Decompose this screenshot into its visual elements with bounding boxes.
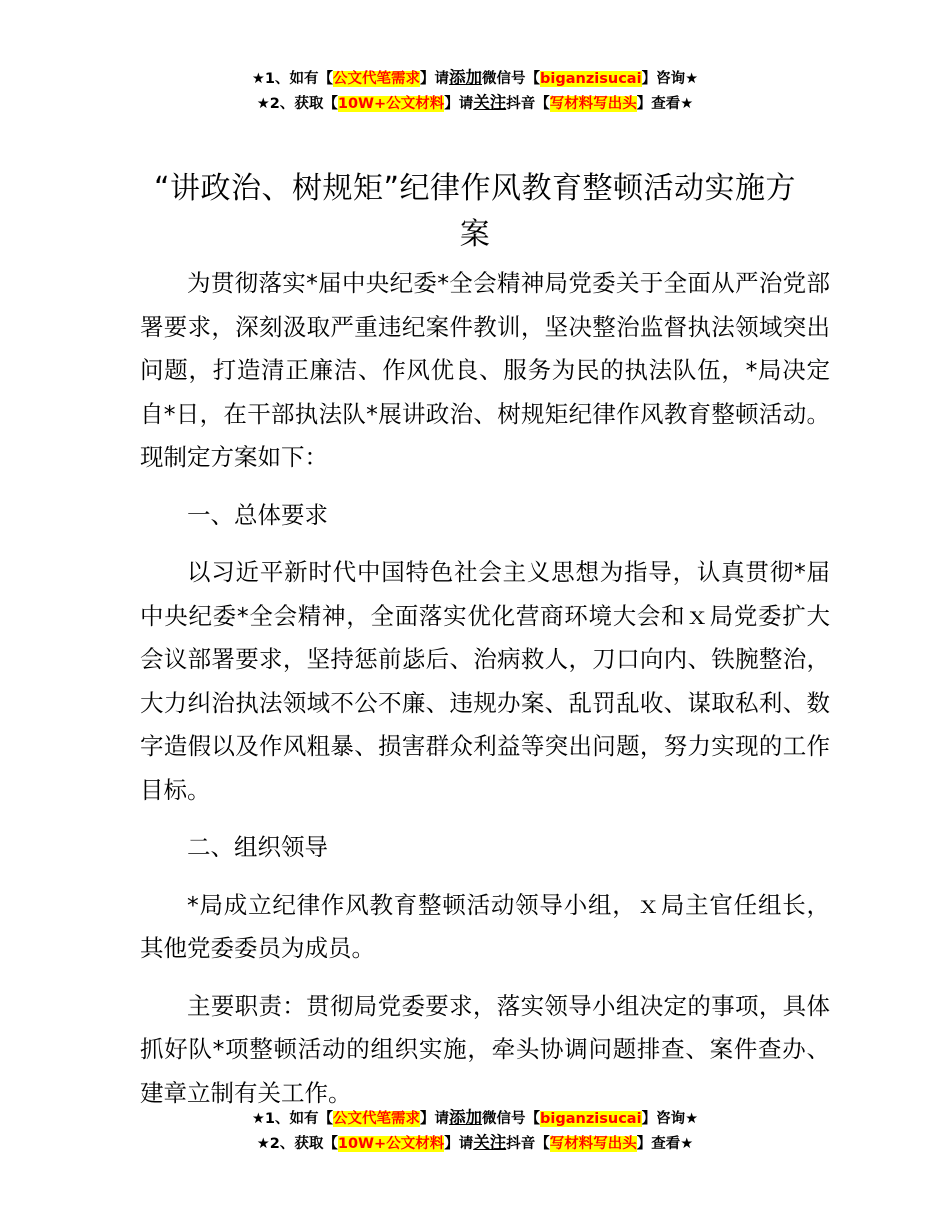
highlight-wechat-id: biganzisucai bbox=[540, 71, 642, 87]
highlight-account: 写材料写出头 bbox=[549, 1136, 637, 1152]
banner-text: 】查看★ bbox=[636, 96, 694, 112]
banner-text: ★2、获取 bbox=[256, 1136, 324, 1152]
document-title: “讲政治、树规矩”纪律作风教育整顿活动实施方案 bbox=[153, 171, 797, 252]
intro-paragraph: 为贯彻落实*届中央纪委*全会精神局党委关于全面从严治党部署要求，深刻汲取严重违纪案件教训，坚决整治监督执法领域突出问题，打造清正廉洁、作风优良、服务为民的执法队伍，*局决定自*日，在干部执法队*展讲政治、树规矩纪律作风教育整顿活动。现制定方案如下： bbox=[140, 269, 830, 471]
bracket: 【 bbox=[323, 96, 338, 112]
bracket: 【 bbox=[535, 1136, 550, 1152]
banner-text: 微信号 bbox=[482, 71, 526, 87]
bracket: 】请 bbox=[420, 1111, 450, 1127]
banner-text: 】咨询★ bbox=[641, 71, 699, 87]
banner-text: 】查看★ bbox=[636, 1136, 694, 1152]
banner-line-1 bbox=[0, 1106, 950, 1131]
emphasis-add: 添加 bbox=[449, 68, 483, 87]
header-banner bbox=[0, 66, 950, 116]
bracket: 【 bbox=[525, 71, 541, 87]
banner-line-2 bbox=[0, 91, 950, 116]
general-requirements-paragraph: 以习近平新时代中国特色社会主义思想为指导，认真贯彻*届中央纪委*全会精神，全面落实优化营商环境大会和ｘ局党委扩大会议部署要求，坚持惩前毖后、治病救人，刀口向内、铁腕整治，大力纠治执法领域不公不廉、违规办案、乱罚乱收、谋取私利、数字造假以及作风粗暴、损害群众利益等突出问题，努力实现的工作目标。 bbox=[140, 558, 830, 804]
bracket: 】请 bbox=[444, 96, 474, 112]
organization-paragraph: *局成立纪律作风教育整顿活动领导小组，ｘ局主官任组长，其他党委委员为成员。 bbox=[140, 890, 830, 962]
bracket: 【 bbox=[323, 1136, 338, 1152]
banner-text: ★1、如有 bbox=[251, 1111, 319, 1127]
emphasis-add: 添加 bbox=[449, 1108, 483, 1127]
bracket: 】请 bbox=[420, 71, 450, 87]
highlight-wechat-id: biganzisucai bbox=[540, 1111, 642, 1127]
section-heading-organization: 二、组织领导 bbox=[187, 833, 328, 861]
bracket: 【 bbox=[535, 96, 550, 112]
emphasis-follow: 关注 bbox=[473, 93, 507, 112]
banner-text: 微信号 bbox=[482, 1111, 526, 1127]
highlight-ghostwriting: 公文代笔需求 bbox=[333, 1111, 421, 1127]
banner-text: 抖音 bbox=[506, 96, 536, 112]
highlight-materials: 10W+公文材料 bbox=[337, 1136, 445, 1152]
emphasis-follow: 关注 bbox=[473, 1133, 507, 1152]
highlight-materials: 10W+公文材料 bbox=[337, 96, 445, 112]
document-body bbox=[140, 262, 830, 1129]
bracket: 【 bbox=[318, 71, 334, 87]
bracket: 【 bbox=[525, 1111, 541, 1127]
footer-banner bbox=[0, 1106, 950, 1156]
section-heading-general-requirements: 一、总体要求 bbox=[187, 500, 328, 529]
banner-text: 】咨询★ bbox=[641, 1111, 699, 1127]
banner-text: 抖音 bbox=[506, 1136, 536, 1152]
highlight-account: 写材料写出头 bbox=[549, 96, 637, 112]
highlight-ghostwriting: 公文代笔需求 bbox=[333, 71, 421, 87]
bracket: 】请 bbox=[444, 1136, 474, 1152]
banner-line-1 bbox=[0, 66, 950, 91]
banner-text: ★2、获取 bbox=[256, 96, 324, 112]
bracket: 【 bbox=[318, 1111, 334, 1127]
banner-line-2 bbox=[0, 1131, 950, 1156]
banner-text: ★1、如有 bbox=[251, 71, 319, 87]
duties-paragraph: 主要职责：贯彻局党委要求，落实领导小组决定的事项，具体抓好队*项整顿活动的组织实施，牵头协调问题排查、案件查办、建章立制有关工作。 bbox=[140, 991, 830, 1107]
